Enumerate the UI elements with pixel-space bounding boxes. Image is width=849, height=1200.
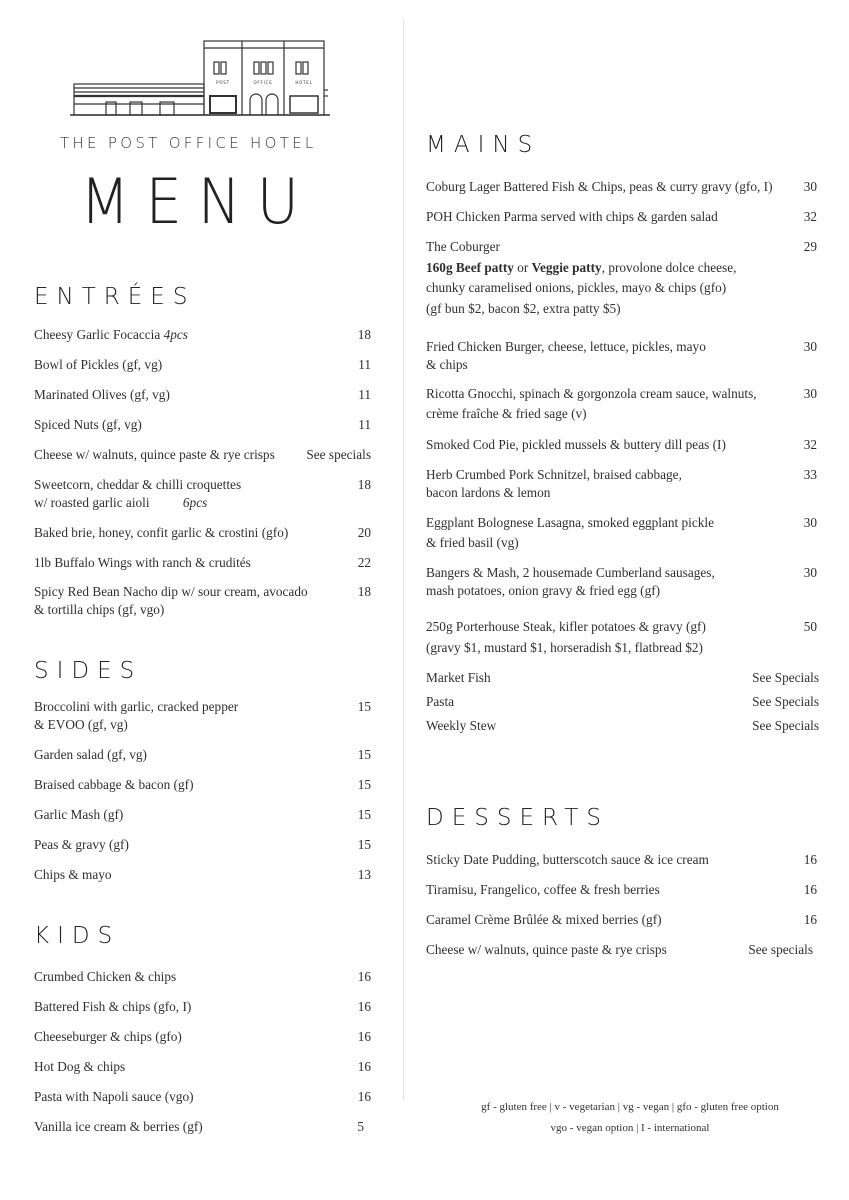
side-item-peas: Peas & gravy (gf) <box>34 837 129 852</box>
entree-price: 11 <box>358 417 371 432</box>
kids-item-icecream: Vanilla ice cream & berries (gf) <box>34 1119 203 1134</box>
dietary-legend-line1: gf - gluten free | v - vegetarian | vg - vegan | gfo - gluten free option <box>481 1101 779 1113</box>
kids-price: 5 <box>357 1119 364 1134</box>
mains-item-coburger-line3: chunky caramelised onions, pickles, mayo & chips (gfo) <box>426 280 727 295</box>
item-note: 6pcs <box>182 495 208 510</box>
mains-item-parma: POH Chicken Parma served with chips & garden salad <box>426 209 718 224</box>
mains-item-gnocchi: Ricotta Gnocchi, spinach & gorgonzola cream sauce, walnuts, <box>426 386 757 401</box>
hotel-building-logo <box>70 38 330 118</box>
kids-item-cheeseburger: Cheeseburger & chips (gfo) <box>34 1029 182 1044</box>
mains-item-gnocchi-line2: crème fraîche & fried sage (v) <box>426 406 587 421</box>
dessert-price: See specials <box>748 942 813 957</box>
entree-item-cheese: Cheese w/ walnuts, quince paste & rye crisps <box>34 447 275 462</box>
side-price: 15 <box>357 807 371 822</box>
logo-sign-office: OFFICE <box>253 80 273 85</box>
mains-price: 32 <box>803 209 817 224</box>
kids-price: 16 <box>357 1089 371 1104</box>
mains-price: See Specials <box>752 670 819 685</box>
mains-price: 29 <box>803 239 817 254</box>
mains-item-schnitzel: Herb Crumbed Pork Schnitzel, braised cabbage, <box>426 467 682 482</box>
mains-item-lasagna-line2: & fried basil (vg) <box>426 535 519 550</box>
entree-price: 18 <box>357 327 371 342</box>
dessert-price: 16 <box>803 882 817 897</box>
entree-price: 11 <box>358 387 371 402</box>
side-price: 13 <box>357 867 371 882</box>
mains-item-market-fish: Market Fish <box>426 670 491 685</box>
mains-item-bangers: Bangers & Mash, 2 housemade Cumberland sausages, <box>426 565 715 580</box>
dessert-item-cheese: Cheese w/ walnuts, quince paste & rye crisps <box>426 942 667 957</box>
veggie-patty-label: Veggie patty <box>531 260 602 275</box>
kids-price: 16 <box>357 1059 371 1074</box>
mains-item-coburger-line4: (gf bun $2, bacon $2, extra patty $5) <box>426 301 621 316</box>
dessert-item-tiramisu: Tiramisu, Frangelico, coffee & fresh berries <box>426 882 660 897</box>
desserts-heading: DESSERTS <box>426 805 609 831</box>
or-text: or <box>513 260 532 275</box>
side-item-mash: Garlic Mash (gf) <box>34 807 124 822</box>
entree-price: 18 <box>357 584 371 599</box>
side-item-cabbage: Braised cabbage & bacon (gf) <box>34 777 194 792</box>
side-item-salad: Garden salad (gf, vg) <box>34 747 147 762</box>
mains-item-fish-chips: Coburg Lager Battered Fish & Chips, peas & curry gravy (gfo, I) <box>426 179 773 194</box>
entree-item-croquettes: Sweetcorn, cheddar & chilli croquettes <box>34 477 242 492</box>
dessert-item-brulee: Caramel Crème Brûlée & mixed berries (gf) <box>426 912 662 927</box>
mains-heading: MAINS <box>426 132 541 158</box>
mains-price: See Specials <box>752 718 819 733</box>
column-divider <box>403 18 404 1100</box>
kids-item-hotdog: Hot Dog & chips <box>34 1059 126 1074</box>
sides-heading: SIDES <box>34 658 143 684</box>
mains-item-coburger: The Coburger <box>426 239 500 254</box>
side-item-broccolini-line2: & EVOO (gf, vg) <box>34 717 128 732</box>
menu-title: MENU <box>80 165 315 238</box>
mains-item-cod-pie: Smoked Cod Pie, pickled mussels & buttery dill peas (I) <box>426 437 726 452</box>
logo-sign-hotel: HOTEL <box>295 80 313 85</box>
side-price: 15 <box>357 837 371 852</box>
entree-item-brie: Baked brie, honey, confit garlic & crostini (gfo) <box>34 525 289 540</box>
entree-item-nuts: Spiced Nuts (gf, vg) <box>34 417 142 432</box>
entree-item-pickles: Bowl of Pickles (gf, vg) <box>34 357 163 372</box>
kids-price: 16 <box>357 969 371 984</box>
entrees-heading: ENTRÉES <box>34 284 196 310</box>
mains-item-steak-line2: (gravy $1, mustard $1, horseradish $1, flatbread $2) <box>426 640 703 655</box>
mains-item-stew: Weekly Stew <box>426 718 497 733</box>
entree-item-wings: 1lb Buffalo Wings with ranch & crudités <box>34 555 251 570</box>
side-price: 15 <box>357 699 371 714</box>
mains-item-lasagna: Eggplant Bolognese Lasagna, smoked eggplant pickle <box>426 515 715 530</box>
entree-item-croquettes-line2 <box>34 493 207 513</box>
dessert-item-sticky-date: Sticky Date Pudding, butterscotch sauce & ice cream <box>426 852 709 867</box>
mains-price: 30 <box>803 565 817 580</box>
item-note: 4pcs <box>163 327 188 342</box>
mains-price: 30 <box>803 339 817 354</box>
entree-price: 20 <box>357 525 371 540</box>
kids-item-pasta: Pasta with Napoli sauce (vgo) <box>34 1089 194 1104</box>
entree-price: 18 <box>357 477 371 492</box>
entree-item-nacho-line2: & tortilla chips (gf, vgo) <box>34 602 165 617</box>
hotel-name: THE POST OFFICE HOTEL <box>60 134 317 152</box>
item-name: w/ roasted garlic aioli <box>34 495 150 510</box>
mains-price: 30 <box>803 179 817 194</box>
mains-price: 30 <box>803 515 817 530</box>
kids-item-fish: Battered Fish & chips (gfo, I) <box>34 999 192 1014</box>
kids-price: 16 <box>357 1029 371 1044</box>
logo-sign-post: POST <box>216 80 230 85</box>
mains-price: 32 <box>803 437 817 452</box>
kids-price: 16 <box>357 999 371 1014</box>
mains-item-bangers-line2: mash potatoes, onion gravy & fried egg (gf) <box>426 583 661 598</box>
side-item-chips: Chips & mayo <box>34 867 112 882</box>
mains-item-schnitzel-line2: bacon lardons & lemon <box>426 485 551 500</box>
mains-item-pasta: Pasta <box>426 694 455 709</box>
item-name: Cheesy Garlic Focaccia <box>34 327 161 342</box>
mains-item-chicken-burger-line2: & chips <box>426 357 468 372</box>
dessert-price: 16 <box>803 912 817 927</box>
dessert-price: 16 <box>803 852 817 867</box>
entree-price: 11 <box>358 357 371 372</box>
mains-item-chicken-burger: Fried Chicken Burger, cheese, lettuce, pickles, mayo <box>426 339 706 354</box>
kids-item-chicken: Crumbed Chicken & chips <box>34 969 177 984</box>
entree-item-olives: Marinated Olives (gf, vg) <box>34 387 170 402</box>
kids-heading: KIDS <box>34 923 121 949</box>
entree-price: See specials <box>306 447 371 462</box>
mains-price: 30 <box>803 386 817 401</box>
side-price: 15 <box>357 777 371 792</box>
item-desc: , provolone dolce cheese, <box>601 260 737 275</box>
beef-patty-label: 160g Beef patty <box>426 260 514 275</box>
mains-price: See Specials <box>752 694 819 709</box>
mains-item-steak: 250g Porterhouse Steak, kifler potatoes & gravy (gf) <box>426 619 706 634</box>
entree-price: 22 <box>357 555 371 570</box>
dietary-legend-line2: vgo - vegan option | I - international <box>550 1122 710 1134</box>
side-price: 15 <box>357 747 371 762</box>
mains-price: 33 <box>803 467 817 482</box>
entree-item-focaccia <box>34 325 188 345</box>
mains-price: 50 <box>803 619 817 634</box>
entree-item-nacho: Spicy Red Bean Nacho dip w/ sour cream, avocado <box>34 584 308 599</box>
side-item-broccolini: Broccolini with garlic, cracked pepper <box>34 699 239 714</box>
mains-item-coburger-patty <box>426 258 736 278</box>
